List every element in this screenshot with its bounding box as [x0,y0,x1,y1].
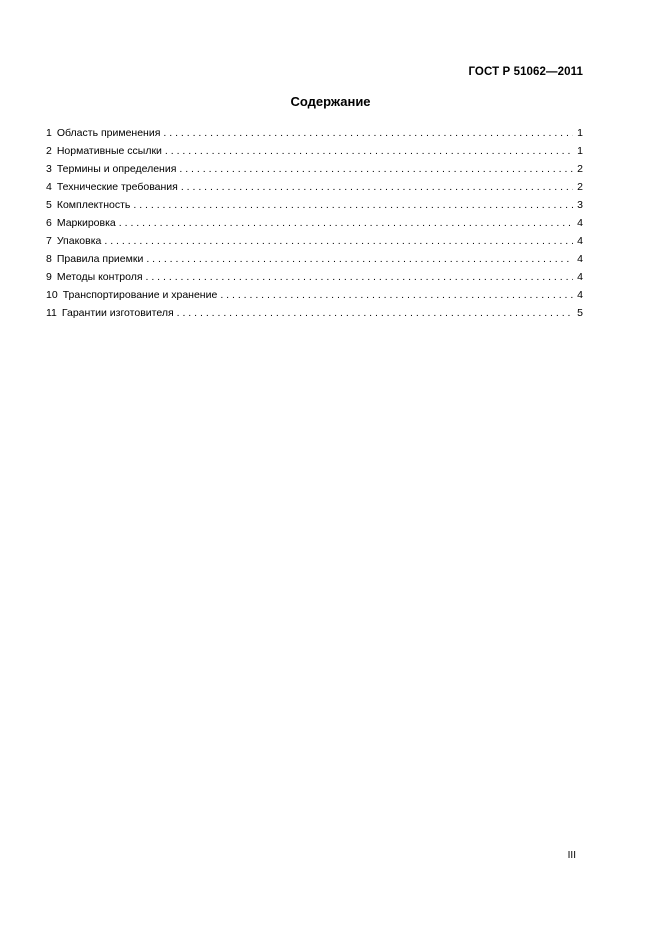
dot-leader [119,214,573,232]
toc-entry-title: Комплектность [56,199,131,211]
dot-leader [146,250,573,268]
toc-entry-1[interactable] [46,124,583,142]
toc-entry-page: 1 [577,145,583,157]
toc-entry-6[interactable] [46,214,583,232]
toc-entry-4[interactable] [46,178,583,196]
toc-title: Содержание [290,94,371,109]
toc-entry-page: 2 [577,163,583,175]
page-number: III [567,850,576,861]
toc-entry-number: 8 [46,253,52,265]
toc-entry-2[interactable] [46,142,583,160]
toc-entry-title: Область применения [56,127,161,139]
dot-leader [104,232,573,250]
dot-leader [179,160,573,178]
toc-entry-number: 4 [46,181,52,193]
toc-entry-title: Упаковка [56,235,102,247]
dot-leader [146,268,573,286]
dot-leader [177,304,573,322]
toc-entry-10[interactable] [46,286,583,304]
dot-leader [133,196,573,214]
toc-entry-number: 11 [46,307,57,319]
dot-leader [165,142,573,160]
toc-entry-page: 5 [577,307,583,319]
toc-entry-title: Методы контроля [56,271,143,283]
toc-entry-title: Термины и определения [56,163,177,175]
toc-entry-number: 9 [46,271,52,283]
toc-entry-page: 4 [577,271,583,283]
document-code: ГОСТ Р 51062—2011 [468,66,583,78]
toc-entry-8[interactable] [46,250,583,268]
toc-entry-7[interactable] [46,232,583,250]
toc-entry-number: 2 [46,145,52,157]
toc-entry-page: 1 [577,127,583,139]
toc-entry-number: 5 [46,199,52,211]
toc-entry-title: Маркировка [56,217,116,229]
toc-entry-title: Правила приемки [56,253,144,265]
toc-entry-number: 10 [46,289,58,301]
toc-entry-page: 2 [577,181,583,193]
toc-entry-number: 7 [46,235,52,247]
toc-entry-title: Технические требования [56,181,178,193]
toc-entry-9[interactable] [46,268,583,286]
toc-entry-title: Транспортирование и хранение [62,289,218,301]
toc-entry-title: Нормативные ссылки [56,145,162,157]
toc-entry-number: 1 [46,127,52,139]
toc-entry-11[interactable] [46,304,583,322]
toc-entry-5[interactable] [46,196,583,214]
toc-entry-page: 4 [577,289,583,301]
toc-entry-title: Гарантии изготовителя [61,307,174,319]
dot-leader [181,178,573,196]
dot-leader [220,286,573,304]
dot-leader [163,124,573,142]
toc-entry-page: 4 [577,253,583,265]
toc-entry-page: 4 [577,235,583,247]
toc-entry-page: 4 [577,217,583,229]
toc-entry-number: 3 [46,163,52,175]
toc-entry-number: 6 [46,217,52,229]
table-of-contents [46,124,583,322]
toc-entry-3[interactable] [46,160,583,178]
toc-entry-page: 3 [577,199,583,211]
